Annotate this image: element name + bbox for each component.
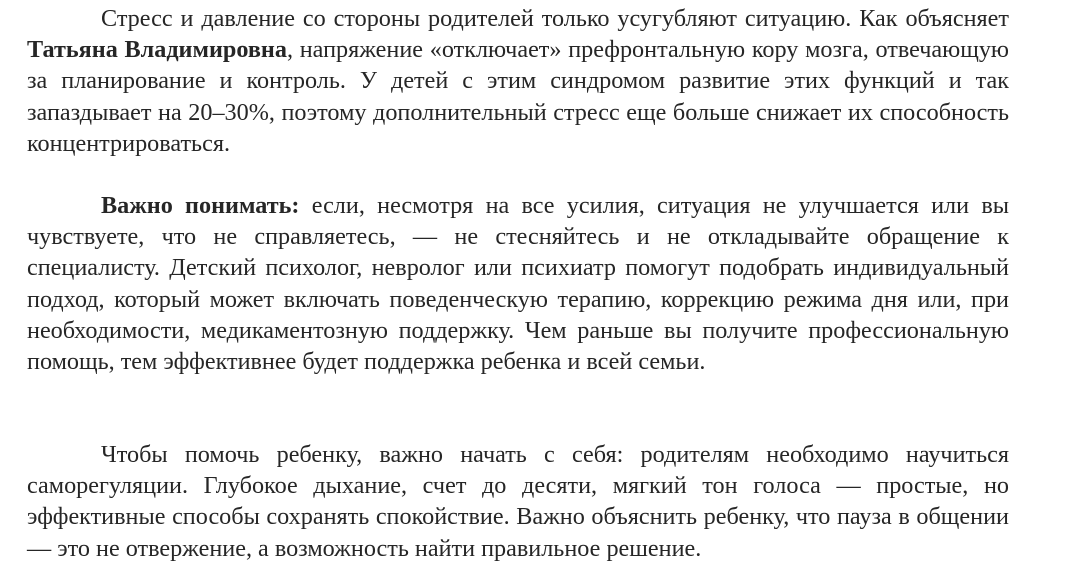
paragraph-text: , напряжение «отключает» префронтальную кору мозга, отвечающую за планирование и контроль. У детей с этим синдромом развитие этих функций и так запаздывает на 20–30%, поэтому дополнительный стресс еще больше снижает их способность концентрироваться. [27, 36, 1009, 157]
paragraph-parental-stress [27, 3, 1009, 159]
paragraph-text: если, несмотря на все усилия, ситуация не улучшается или вы чувствуете, что не справляетесь, — не стесняйтесь и не откладывайте обращение к специалисту. Детский психолог, невролог или психиатр помогут подобрать индивидуальный подход, который может включать поведенческую терапию, коррекцию режима дня или, при необходимости, медикаментозную поддержку. Чем раньше вы получите профессиональную помощь, тем эффективнее будет поддержка ребенка и всей семьи. [27, 192, 1010, 376]
paragraph-self-regulation [27, 439, 1009, 564]
important-note-label: Важно понимать: [101, 192, 300, 219]
paragraph-text: Чтобы помочь ребенку, важно начать с себя: родителям необходимо научиться саморегуляции. Глубокое дыхание, счет до десяти, мягкий тон голоса — простые, но эффективные способы сохранять спокойствие. Важно объяснить ребенку, что пауза в общении — это не отвержение, а возможность найти правильное решение. [27, 441, 1009, 562]
paragraph-seek-help [27, 190, 1009, 377]
paragraph-text: Стресс и давление со стороны родителей только усугубляют ситуацию. Как объясняет [101, 5, 1009, 32]
expert-name: Татьяна Владимировна [27, 36, 287, 64]
